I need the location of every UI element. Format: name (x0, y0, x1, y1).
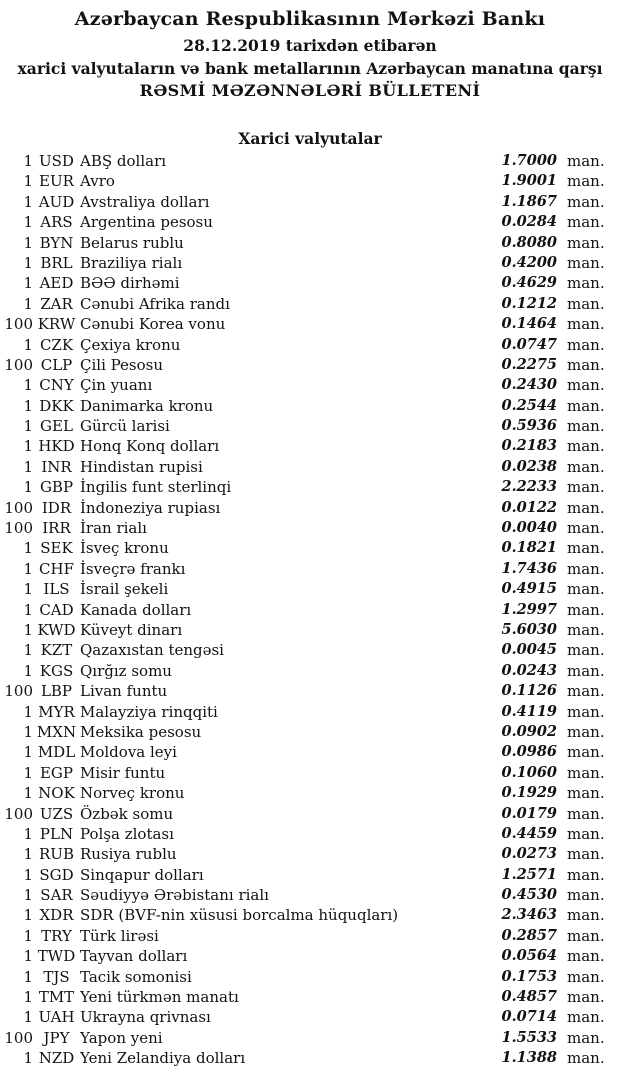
rate-value-cell: 0.2430 (501, 376, 557, 394)
currency-name-cell: Küveyt dinarı (80, 620, 183, 639)
quantity-cell: 1 (23, 417, 33, 436)
currency-name-cell: Norveç kronu (80, 784, 185, 803)
currency-code-cell: UAH (38, 1008, 75, 1027)
table-row (0, 987, 604, 1007)
currency-name-cell: Cənubi Afrika randı (80, 294, 230, 313)
table-row (0, 600, 604, 620)
rate-value-cell: 0.1126 (501, 682, 557, 700)
quantity-cell: 1 (23, 845, 33, 864)
currency-code-cell: KGS (39, 661, 74, 680)
rate-value-cell: 0.8080 (501, 233, 557, 251)
rate-value-cell: 0.4119 (501, 702, 557, 720)
rate-value-cell: 0.2183 (501, 437, 557, 455)
table-row (0, 273, 604, 293)
quantity-cell: 1 (23, 967, 33, 986)
rate-value-cell: 0.1929 (501, 784, 557, 802)
quantity-cell: 1 (23, 335, 33, 354)
quantity-cell: 1 (23, 294, 33, 313)
quantity-cell: 1 (23, 722, 33, 741)
currency-name-cell: Ukrayna qrivnası (80, 1008, 211, 1027)
currency-code-cell: INR (41, 457, 72, 476)
rate-value-cell: 0.1212 (501, 294, 557, 312)
table-row (0, 926, 604, 946)
currency-unit-label: man. (567, 967, 605, 986)
currency-unit-label: man. (567, 865, 605, 884)
rate-value-cell: 0.0122 (501, 498, 557, 516)
quantity-cell: 1 (23, 824, 33, 843)
rate-value-cell: 0.0284 (501, 213, 557, 231)
table-row (0, 294, 604, 314)
currency-code-cell: IDR (41, 498, 72, 517)
rate-value-cell: 1.5533 (501, 1028, 557, 1046)
quantity-cell: 1 (23, 926, 33, 945)
quantity-cell: 1 (23, 253, 33, 272)
currency-unit-label: man. (567, 886, 605, 905)
table-row (0, 865, 604, 885)
rate-value-cell: 0.4629 (501, 274, 557, 292)
currency-unit-label: man. (567, 192, 605, 211)
currency-name-cell: Hindistan rupisi (80, 457, 203, 476)
quantity-cell: 1 (23, 784, 33, 803)
currency-unit-label: man. (567, 172, 605, 191)
currency-code-cell: KZT (40, 641, 73, 660)
quantity-cell: 1 (23, 376, 33, 395)
currency-unit-label: man. (567, 743, 605, 762)
table-row (0, 314, 604, 334)
rate-value-cell: 0.0273 (501, 845, 557, 863)
table-row (0, 783, 604, 803)
currency-name-cell: Tacik somonisi (80, 967, 192, 986)
table-row (0, 416, 604, 436)
currency-unit-label: man. (567, 355, 605, 374)
currency-code-cell: SEK (40, 539, 73, 558)
currency-unit-label: man. (567, 824, 605, 843)
rate-value-cell: 0.0564 (501, 947, 557, 965)
rate-value-cell: 0.0747 (501, 335, 557, 353)
currency-unit-label: man. (567, 417, 605, 436)
table-row (0, 538, 604, 558)
rate-value-cell: 0.2544 (501, 396, 557, 414)
table-row (0, 1048, 604, 1068)
quantity-cell: 1 (23, 600, 33, 619)
currency-code-cell: IRR (42, 519, 71, 538)
currency-unit-label: man. (567, 376, 605, 395)
table-row (0, 579, 604, 599)
quantity-cell: 1 (23, 641, 33, 660)
currency-name-cell: Kanada dolları (80, 600, 192, 619)
quantity-cell: 1 (23, 233, 33, 252)
table-row (0, 151, 604, 171)
rate-value-cell: 5.6030 (501, 620, 557, 638)
currency-unit-label: man. (567, 763, 605, 782)
currency-unit-label: man. (567, 600, 605, 619)
currency-unit-label: man. (567, 682, 605, 701)
table-row (0, 946, 604, 966)
rate-value-cell: 0.1464 (501, 315, 557, 333)
currency-unit-label: man. (567, 926, 605, 945)
currency-code-cell: USD (39, 152, 74, 170)
table-row (0, 763, 604, 783)
rate-value-cell: 0.1821 (501, 539, 557, 557)
quantity-cell: 1 (23, 947, 33, 966)
rate-value-cell: 0.0045 (501, 641, 557, 659)
currency-code-cell: UZS (39, 804, 74, 823)
currency-name-cell: İsveçrə frankı (80, 559, 186, 578)
table-row (0, 1007, 604, 1027)
currency-name-cell: Rusiya rublu (80, 845, 177, 864)
rate-value-cell: 0.0243 (501, 661, 557, 679)
table-row (0, 681, 604, 701)
table-row (0, 1028, 604, 1048)
table-row (0, 212, 604, 232)
currency-code-cell: XDR (39, 906, 74, 925)
currency-name-cell: Yeni türkmən manatı (80, 988, 239, 1007)
currency-unit-label: man. (567, 437, 605, 456)
rate-value-cell: 2.2233 (501, 478, 557, 496)
quantity-cell: 1 (23, 437, 33, 456)
rate-value-cell: 0.0040 (501, 519, 557, 537)
currency-name-cell: Sinqapur dolları (80, 865, 204, 884)
quantity-cell: 1 (23, 763, 33, 782)
currency-name-cell: Belarus rublu (80, 233, 184, 252)
rate-value-cell: 1.9001 (501, 172, 557, 190)
quantity-cell: 1 (23, 213, 33, 232)
currency-code-cell: CZK (39, 335, 74, 354)
currency-unit-label: man. (567, 620, 605, 639)
bank-title: Azərbaycan Respublikasının Mərkəzi Bankı (74, 8, 546, 30)
quantity-cell: 1 (23, 274, 33, 293)
currency-name-cell: Meksika pesosu (80, 722, 202, 741)
currency-name-cell: Danimarka kronu (80, 396, 214, 415)
currency-code-cell: BRL (40, 253, 73, 272)
currency-code-cell: GEL (40, 417, 73, 436)
table-row (0, 192, 604, 212)
table-row (0, 702, 604, 722)
table-row (0, 498, 604, 518)
currency-code-cell: CHF (39, 559, 74, 578)
quantity-cell: 1 (23, 988, 33, 1007)
table-row (0, 233, 604, 253)
currency-unit-label: man. (567, 641, 605, 660)
rate-value-cell: 0.0179 (501, 804, 557, 822)
currency-code-cell: ARS (40, 213, 73, 232)
currency-code-cell: CAD (39, 600, 74, 619)
table-row (0, 375, 604, 395)
currency-name-cell: Özbək somu (80, 804, 174, 823)
rate-value-cell: 0.4459 (501, 824, 557, 842)
currency-code-cell: JPY (43, 1028, 70, 1047)
quantity-cell: 1 (23, 457, 33, 476)
currency-unit-label: man. (567, 580, 605, 599)
currency-unit-label: man. (567, 253, 605, 272)
table-row (0, 620, 604, 640)
currency-unit-label: man. (567, 661, 605, 680)
currency-code-cell: BYN (39, 233, 74, 252)
currency-name-cell: Argentina pesosu (80, 213, 213, 232)
quantity-cell: 1 (23, 396, 33, 415)
table-row (0, 905, 604, 925)
section-title-foreign-currencies: Xarici valyutalar (238, 129, 382, 148)
currency-unit-label: man. (567, 294, 605, 313)
currency-code-cell: GBP (39, 478, 74, 497)
rate-value-cell: 1.1867 (501, 192, 557, 210)
currency-unit-label: man. (567, 804, 605, 823)
rate-value-cell: 0.4857 (501, 988, 557, 1006)
table-row (0, 885, 604, 905)
currency-name-cell: Yapon yeni (80, 1028, 163, 1047)
rate-value-cell: 0.4915 (501, 580, 557, 598)
quantity-cell: 1 (23, 172, 33, 191)
currency-code-cell: NOK (38, 784, 75, 803)
currency-name-cell: BƏƏ dirhəmi (80, 274, 180, 293)
quantity-cell: 100 (4, 498, 33, 517)
rate-value-cell: 1.1388 (501, 1049, 557, 1067)
currency-unit-label: man. (567, 478, 605, 497)
rate-value-cell: 1.7436 (501, 559, 557, 577)
rate-value-cell: 0.0902 (501, 722, 557, 740)
currency-code-cell: EUR (39, 172, 74, 191)
table-row (0, 335, 604, 355)
currency-name-cell: İran rialı (80, 519, 147, 538)
table-row (0, 824, 604, 844)
rate-value-cell: 0.2275 (501, 355, 557, 373)
currency-code-cell: KRW (37, 315, 76, 334)
table-row (0, 518, 604, 538)
quantity-cell: 100 (4, 355, 33, 374)
currency-name-cell: Yeni Zelandiya dolları (80, 1049, 246, 1068)
currency-unit-label: man. (567, 274, 605, 293)
table-row (0, 436, 604, 456)
currency-code-cell: ZAR (40, 294, 73, 313)
currency-code-cell: MDL (37, 743, 76, 762)
quantity-cell: 1 (23, 192, 33, 211)
currency-unit-label: man. (567, 845, 605, 864)
quantity-cell: 1 (23, 702, 33, 721)
currency-unit-label: man. (567, 539, 605, 558)
rate-value-cell: 1.2997 (501, 600, 557, 618)
currency-name-cell: İsveç kronu (80, 539, 169, 558)
currency-unit-label: man. (567, 457, 605, 476)
quantity-cell: 100 (4, 1028, 33, 1047)
currency-code-cell: CNY (39, 376, 74, 395)
currency-unit-label: man. (567, 315, 605, 334)
quantity-cell: 1 (23, 743, 33, 762)
currency-unit-label: man. (567, 335, 605, 354)
currency-code-cell: TRY (41, 926, 72, 945)
rate-value-cell: 0.5936 (501, 417, 557, 435)
currency-unit-label: man. (567, 722, 605, 741)
currency-code-cell: CLP (40, 355, 73, 374)
currency-name-cell: Səudiyyə Ərəbistanı rialı (80, 886, 269, 905)
quantity-cell: 1 (23, 478, 33, 497)
currency-unit-label: man. (567, 947, 605, 966)
currency-name-cell: Avstraliya dolları (80, 192, 210, 211)
quantity-cell: 100 (4, 804, 33, 823)
currency-code-cell: AED (39, 274, 74, 293)
rate-value-cell: 0.0714 (501, 1008, 557, 1026)
currency-unit-label: man. (567, 233, 605, 252)
rate-value-cell: 0.1060 (501, 763, 557, 781)
rate-value-cell: 0.0238 (501, 457, 557, 475)
table-row (0, 661, 604, 681)
currency-code-cell: NZD (38, 1049, 75, 1068)
currency-unit-label: man. (567, 213, 605, 232)
rate-value-cell: 0.2857 (501, 926, 557, 944)
currency-name-cell: Çin yuanı (80, 376, 153, 395)
currency-name-cell: Qırğız somu (80, 661, 172, 680)
currency-name-cell: Polşa zlotası (80, 824, 174, 843)
currency-code-cell: EGP (39, 763, 74, 782)
currency-code-cell: TMT (38, 988, 75, 1007)
quantity-cell: 1 (23, 886, 33, 905)
quantity-cell: 1 (23, 906, 33, 925)
currency-unit-label: man. (567, 519, 605, 538)
currency-unit-label: man. (567, 702, 605, 721)
currency-name-cell: İngilis funt sterlinqi (80, 478, 232, 497)
table-row (0, 804, 604, 824)
rate-value-cell: 1.2571 (501, 865, 557, 883)
quantity-cell: 1 (23, 1049, 33, 1068)
currency-name-cell: Malayziya rinqqiti (80, 702, 218, 721)
rate-value-cell: 1.7000 (501, 152, 557, 169)
currency-unit-label: man. (567, 784, 605, 803)
quantity-cell: 100 (4, 315, 33, 334)
currency-name-cell: Braziliya rialı (80, 253, 183, 272)
table-row (0, 396, 604, 416)
currency-code-cell: HKD (38, 437, 75, 456)
currency-code-cell: MXN (36, 722, 77, 741)
currency-name-cell: Tayvan dolları (80, 947, 188, 966)
rate-value-cell: 0.0986 (501, 743, 557, 761)
currency-name-cell: Gürcü larisi (80, 417, 170, 436)
table-row (0, 722, 604, 742)
quantity-cell: 100 (4, 682, 33, 701)
currency-unit-label: man. (567, 988, 605, 1007)
currency-unit-label: man. (567, 559, 605, 578)
currency-name-cell: Çexiya kronu (80, 335, 181, 354)
rate-value-cell: 2.3463 (501, 906, 557, 924)
table-row (0, 253, 604, 273)
currency-code-cell: SGD (39, 865, 74, 884)
quantity-cell: 1 (23, 661, 33, 680)
currency-name-cell: Türk lirəsi (80, 926, 159, 945)
currency-unit-label: man. (567, 1008, 605, 1027)
rate-value-cell: 0.4200 (501, 253, 557, 271)
table-row (0, 457, 604, 477)
currency-name-cell: İsrail şekeli (80, 580, 169, 599)
currency-code-cell: RUB (39, 845, 74, 864)
currency-name-cell: Qazaxıstan tengəsi (80, 641, 224, 660)
currency-name-cell: ABŞ dolları (80, 152, 167, 170)
table-row (0, 742, 604, 762)
currency-unit-label: man. (567, 1049, 605, 1068)
currency-code-cell: MYR (38, 702, 75, 721)
currency-code-cell: DKK (39, 396, 74, 415)
currency-name-cell: Honq Konq dolları (80, 437, 220, 456)
currency-code-cell: TWD (37, 947, 76, 966)
table-row (0, 559, 604, 579)
quantity-cell: 1 (23, 620, 33, 639)
currency-unit-label: man. (567, 906, 605, 925)
rate-value-cell: 0.1753 (501, 967, 557, 985)
currency-unit-label: man. (567, 152, 605, 170)
table-row (0, 171, 604, 191)
quantity-cell: 1 (23, 580, 33, 599)
currency-code-cell: KWD (37, 620, 76, 639)
currency-code-cell: SAR (40, 886, 73, 905)
currency-name-cell: Livan funtu (80, 682, 168, 701)
currency-code-cell: TJS (43, 967, 70, 986)
subject-line: xarici valyutaların və bank metallarının Azərbaycan manatına qarşı (17, 59, 603, 78)
table-row (0, 477, 604, 497)
bulletin-title: RƏSMİ MƏZƏNNƏLƏRİ BÜLLETENİ (139, 81, 481, 100)
currency-name-cell: Çili Pesosu (80, 355, 164, 374)
currency-name-cell: Moldova leyi (80, 743, 177, 762)
exchange-rates-table (0, 151, 604, 1069)
currency-code-cell: PLN (39, 824, 74, 843)
quantity-cell: 1 (23, 1008, 33, 1027)
currency-unit-label: man. (567, 1028, 605, 1047)
table-row (0, 844, 604, 864)
quantity-cell: 1 (23, 865, 33, 884)
currency-name-cell: Avro (80, 172, 115, 191)
currency-name-cell: Cənubi Korea vonu (80, 315, 226, 334)
rate-value-cell: 0.4530 (501, 886, 557, 904)
effective-date-line: 28.12.2019 tarixdən etibarən (183, 36, 437, 55)
table-row (0, 640, 604, 660)
quantity-cell: 1 (23, 539, 33, 558)
quantity-cell: 100 (4, 519, 33, 538)
currency-code-cell: LBP (40, 682, 73, 701)
table-row (0, 967, 604, 987)
quantity-cell: 1 (23, 559, 33, 578)
currency-unit-label: man. (567, 396, 605, 415)
currency-code-cell: ILS (43, 580, 70, 599)
table-row (0, 355, 604, 375)
currency-code-cell: AUD (38, 192, 75, 211)
currency-name-cell: Misir funtu (80, 763, 166, 782)
quantity-cell: 1 (23, 152, 33, 170)
currency-unit-label: man. (567, 498, 605, 517)
currency-name-cell: SDR (BVF-nin xüsusi borcalma hüquqları) (80, 906, 399, 925)
currency-name-cell: İndoneziya rupiası (80, 498, 221, 517)
